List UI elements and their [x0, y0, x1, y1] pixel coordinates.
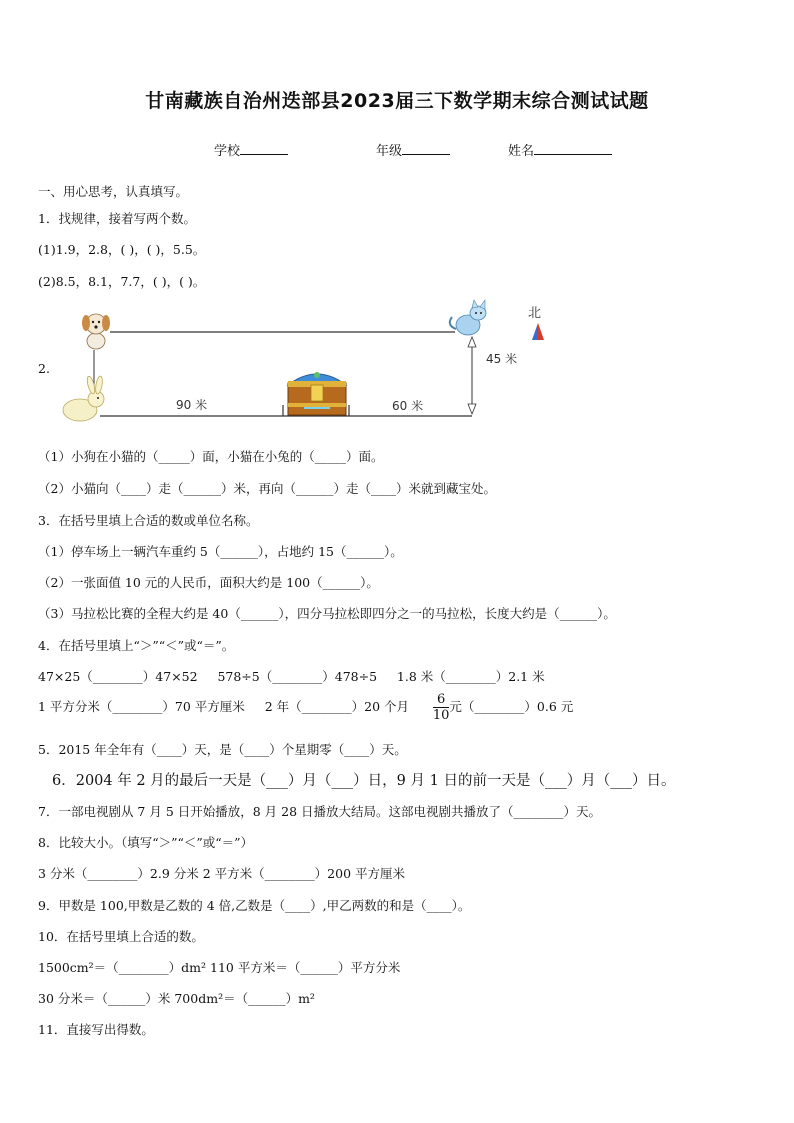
question-7: 7．一部电视剧从 7 月 5 日开始播放，8 月 28 日播放大结局。这部电视剧共播放了（________）天。: [38, 804, 602, 819]
question-11: 11．直接写出得数。: [38, 1022, 154, 1037]
distance-arrow: [468, 337, 476, 414]
question-8-row: 3 分米（________）2.9 分米 2 平方米（________）200 平方厘米: [38, 866, 406, 881]
question-2-sub-1: （1）小狗在小猫的（_____）面，小猫在小兔的（_____）面。: [38, 449, 384, 464]
map-diagram: [0, 295, 794, 425]
question-4-stem: 4．在括号里填上“＞”“＜”或“＝”。: [38, 638, 235, 653]
school-field[interactable]: 学校: [214, 140, 288, 159]
cat-icon: [450, 300, 486, 335]
question-1-stem: 1．找规律，接着写两个数。: [38, 211, 196, 226]
distance-label-45: 45 米: [486, 352, 518, 366]
question-3-stem: 3．在括号里填上合适的数或单位名称。: [38, 513, 259, 528]
name-field[interactable]: 姓名: [508, 140, 612, 159]
question-2-sub-2: （2）小猫向（____）走（______）米，再向（______）走（____）米就到藏宝处。: [38, 481, 496, 496]
north-label: 北: [528, 306, 542, 321]
question-3-sub-3: （3）马拉松比赛的全程大约是 40（______），四分马拉松即四分之一的马拉松，长度大约是（______）。: [38, 606, 616, 621]
question-6: 6．2004 年 2 月的最后一天是（___）月（___）日，9 月 1 日的前一天是（___）月（___）日。: [52, 773, 676, 789]
dog-icon: [82, 314, 110, 349]
question-1-part-1: (1)1.9，2.8，( )，( )，5.5。: [38, 242, 206, 257]
question-4-row-1: 47×25（________）47×52 578÷5（________）478÷5 1.8 米（________）2.1 米: [38, 669, 545, 684]
question-3-sub-1: （1）停车场上一辆汽车重约 5（______），占地约 15（______）。: [38, 544, 403, 559]
page-title: 甘南藏族自治州迭部县2023届三下数学期末综合测试试题: [145, 90, 649, 112]
question-10-stem: 10．在括号里填上合适的数。: [38, 929, 204, 944]
question-2-number: 2.: [38, 361, 50, 376]
fraction: $\frac{6}{10}$: [432, 692, 450, 723]
question-1-part-2: (2)8.5，8.1，7.7，( )，( )。: [38, 274, 206, 289]
question-4-row-2: 1 平方分米（________）70 平方厘米 2 年（________）20 个月 $\frac{6}{10}$ 元（________）0.6 元: [38, 692, 574, 723]
question-3-sub-2: （2）一张面值 10 元的人民币，面积大约是 100（______）。: [38, 575, 379, 590]
question-10-row-2: 30 分米＝（______）米 700dm²＝（______）m²: [38, 991, 315, 1006]
section-heading: 一、用心思考，认真填写。: [38, 184, 189, 199]
distance-label-90: 90 米: [176, 398, 208, 412]
question-8-stem: 8．比较大小。（填写“＞”“＜”或“＝”）: [38, 835, 254, 850]
question-9: 9．甲数是 100,甲数是乙数的 4 倍,乙数是（____）,甲乙两数的和是（____）。: [38, 898, 471, 913]
rabbit-icon: [63, 376, 104, 421]
treasure-chest-icon: [288, 372, 346, 415]
north-arrow-icon: [532, 323, 544, 340]
grade-field[interactable]: 年级: [376, 140, 450, 159]
question-10-row-1: 1500cm²＝（________）dm² 110 平方米＝（______）平方分米: [38, 960, 401, 975]
distance-label-60: 60 米: [392, 399, 424, 413]
question-5: 5．2015 年全年有（____）天，是（____）个星期零（____）天。: [38, 742, 407, 757]
